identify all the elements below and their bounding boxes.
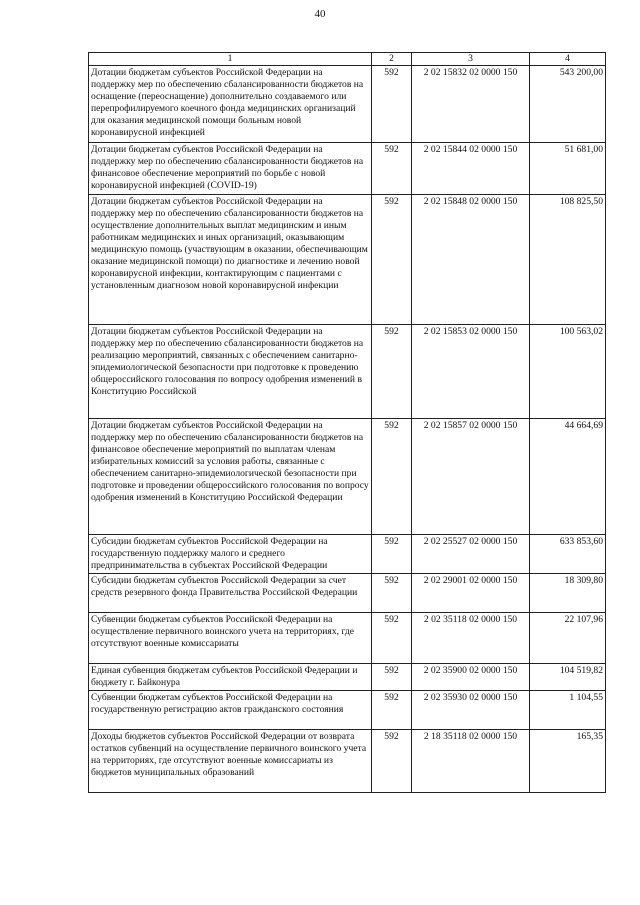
admin-code-cell: 592 <box>372 730 412 793</box>
admin-code-cell: 592 <box>372 66 412 143</box>
column-header-3: 3 <box>412 53 530 66</box>
table-row <box>89 419 606 535</box>
revenue-name-cell: Субвенции бюджетам субъектов Российской Федерации на осуществление первичного воинского учета на территориях, где отсутствуют военные комиссариаты <box>89 613 372 664</box>
revenue-name-cell: Дотации бюджетам субъектов Российской Федерации на поддержку мер по обеспечению сбалансированности бюджетов на реализацию мероприятий, связанных с обеспечением санитарно-эпидемиологической безопасности при подготовке к проведению общероссийского голосования по вопросу одобрения изменений в Конституцию Российской <box>89 325 372 419</box>
table-row <box>89 574 606 613</box>
admin-code-cell: 592 <box>372 574 412 613</box>
revenue-name-cell: Единая субвенция бюджетам субъектов Российской Федерации и бюджету г. Байконура <box>89 664 372 691</box>
amount-cell: 543 200,00 <box>530 66 606 143</box>
amount-cell: 22 107,96 <box>530 613 606 664</box>
amount-cell: 165,35 <box>530 730 606 793</box>
revenue-name-cell: Субсидии бюджетам субъектов Российской Федерации за счет средств резервного фонда Правительства Российской Федерации <box>89 574 372 613</box>
amount-cell: 1 104,55 <box>530 691 606 730</box>
admin-code-cell: 592 <box>372 325 412 419</box>
table-row <box>89 691 606 730</box>
column-header-4: 4 <box>530 53 606 66</box>
budget-revenue-table <box>88 52 606 793</box>
budget-code-cell: 2 02 15857 02 0000 150 <box>412 419 530 535</box>
budget-code-cell: 2 02 15853 02 0000 150 <box>412 325 530 419</box>
table-row <box>89 730 606 793</box>
admin-code-cell: 592 <box>372 143 412 195</box>
admin-code-cell: 592 <box>372 419 412 535</box>
table-row <box>89 535 606 574</box>
budget-code-cell: 2 02 35930 02 0000 150 <box>412 691 530 730</box>
budget-code-cell: 2 02 15848 02 0000 150 <box>412 195 530 325</box>
budget-code-cell: 2 02 35118 02 0000 150 <box>412 613 530 664</box>
budget-code-cell: 2 18 35118 02 0000 150 <box>412 730 530 793</box>
budget-code-cell: 2 02 29001 02 0000 150 <box>412 574 530 613</box>
budget-code-cell: 2 02 15844 02 0000 150 <box>412 143 530 195</box>
revenue-name-cell: Доходы бюджетов субъектов Российской Федерации от возврата остатков субвенций на осуществление первичного воинского учета на территориях, где отсутствуют военные комиссариаты из бюджетов муниципальных образований <box>89 730 372 793</box>
column-header-2: 2 <box>372 53 412 66</box>
table-row <box>89 664 606 691</box>
budget-code-cell: 2 02 35900 02 0000 150 <box>412 664 530 691</box>
table-row <box>89 195 606 325</box>
revenue-name-cell: Дотации бюджетам субъектов Российской Федерации на поддержку мер по обеспечению сбалансированности бюджетов на финансовое обеспечение мероприятий по выплатам членам избирательных комиссий за условия работы, связанные с обеспечением санитарно-эпидемиологической безопасности при подготовке и проведении общероссийского голосования по вопросу одобрения изменений в Конституцию Российской Федерации <box>89 419 372 535</box>
admin-code-cell: 592 <box>372 535 412 574</box>
budget-code-cell: 2 02 25527 02 0000 150 <box>412 535 530 574</box>
amount-cell: 100 563,02 <box>530 325 606 419</box>
column-number-row <box>89 53 606 66</box>
table-row <box>89 325 606 419</box>
table-row <box>89 66 606 143</box>
admin-code-cell: 592 <box>372 691 412 730</box>
table-row <box>89 613 606 664</box>
amount-cell: 633 853,60 <box>530 535 606 574</box>
admin-code-cell: 592 <box>372 664 412 691</box>
column-header-1: 1 <box>89 53 372 66</box>
revenue-name-cell: Дотации бюджетам субъектов Российской Федерации на поддержку мер по обеспечению сбалансированности бюджетов на финансовое обеспечение мероприятий по борьбе с новой коронавирусной инфекцией (COVID-19) <box>89 143 372 195</box>
page-number: 40 <box>314 8 326 20</box>
amount-cell: 51 681,00 <box>530 143 606 195</box>
admin-code-cell: 592 <box>372 195 412 325</box>
revenue-name-cell: Субсидии бюджетам субъектов Российской Федерации на государственную поддержку малого и среднего предпринимательства в субъектах Российской Федерации <box>89 535 372 574</box>
amount-cell: 104 519,82 <box>530 664 606 691</box>
revenue-name-cell: Субвенции бюджетам субъектов Российской Федерации на государственную регистрацию актов гражданского состояния <box>89 691 372 730</box>
admin-code-cell: 592 <box>372 613 412 664</box>
revenue-name-cell: Дотации бюджетам субъектов Российской Федерации на поддержку мер по обеспечению сбалансированности бюджетов на оснащение (переоснащение) дополнительно создаваемого или перепрофилируемого коечного фонда медицинских организаций для оказания медицинской помощи больным новой коронавирусной инфекцией <box>89 66 372 143</box>
amount-cell: 44 664,69 <box>530 419 606 535</box>
budget-code-cell: 2 02 15832 02 0000 150 <box>412 66 530 143</box>
amount-cell: 18 309,80 <box>530 574 606 613</box>
revenue-name-cell: Дотации бюджетам субъектов Российской Федерации на поддержку мер по обеспечению сбалансированности бюджетов на осуществление дополнительных выплат медицинским и иным работникам медицинских и иных организаций, оказывающим медицинскую помощь (участвующим в оказании, обеспечивающим оказание медицинской помощи) по диагностике и лечению новой коронавирусной инфекции, контактирующим с пациентами с установленным диагнозом новой коронавирусной инфекции <box>89 195 372 325</box>
table-row <box>89 143 606 195</box>
amount-cell: 108 825,50 <box>530 195 606 325</box>
